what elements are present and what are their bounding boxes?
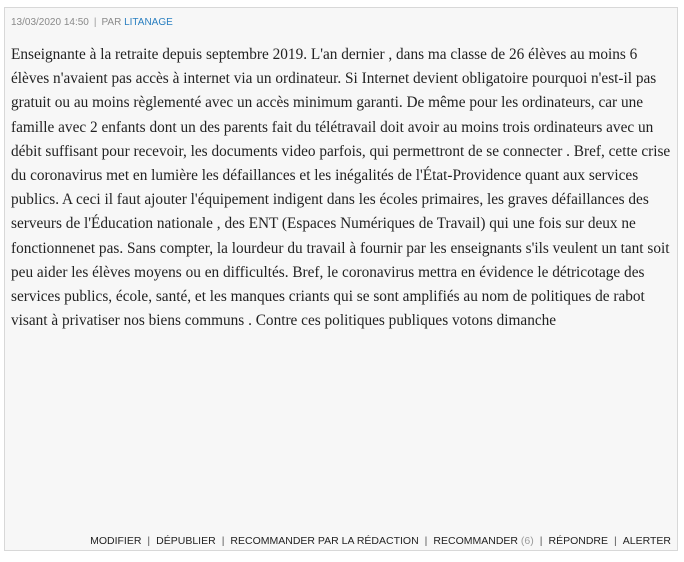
comment-card [4,7,678,551]
comment-actions [90,535,671,547]
repondre-link[interactable]: RÉPONDRE [548,535,609,547]
depublier-link[interactable]: DÉPUBLIER [156,535,216,547]
comment-timestamp: 13/03/2020 14:50 [11,17,89,28]
action-separator: | [147,535,151,547]
action-separator: | [424,535,428,547]
meta-separator: | [93,17,97,28]
alerter-link[interactable]: ALERTER [622,535,671,547]
by-label: PAR [101,17,122,28]
action-separator: | [539,535,543,547]
recommander-link[interactable]: RECOMMANDER [433,535,518,547]
recommander-redaction-link[interactable]: RECOMMANDER PAR LA RÉDACTION [230,535,419,547]
comment-meta [11,17,173,29]
comment-body: Enseignante à la retraite depuis septembre 2019. L'an dernier , dans ma classe de 26 élèves au moins 6 élèves n'avaient pas accès à internet via un ordinateur. Si Internet devient obligatoire pourquoi n'est-il pas gratuit ou au moins règlementé avec un accès minimum garanti. De même pour les ordinateurs, car une famille avec 2 enfants dont un des parents fait du télétravail doit avoir au moins trois ordinateurs avec un débit suffisant pour recevoir, les documents video parfois, qui permettront de se connecter . Bref, cette crise du coronavirus met en lumière les défaillances et les inégalités de l'État-Providence quant aux services publics. A ceci il faut ajouter l'équipement indigent dans les écoles primaires, les graves défaillances des serveurs de l'Éducation nationale , des ENT (Espaces Numériques de Travail) qui une fois sur deux ne fonctionnenet pas. Sans compter, la lourdeur du travail à fournir par les enseignants s'ils veulent un tant soit peu aider les élèves moyens ou en difficultés. Bref, le coronavirus mettra en évidence le détricotage des services publics, école, santé, et les manques criants qui se sont amplifiés au nom de politiques de rabot visant à privatiser nos biens communs . Contre ces politiques publiques votons dimanche [11,46,671,330]
modifier-link[interactable]: MODIFIER [90,535,142,547]
action-separator: | [221,535,225,547]
action-separator: | [614,535,617,547]
author-link[interactable]: LITANAGE [124,17,173,28]
recommander-count: (6) [520,535,534,547]
